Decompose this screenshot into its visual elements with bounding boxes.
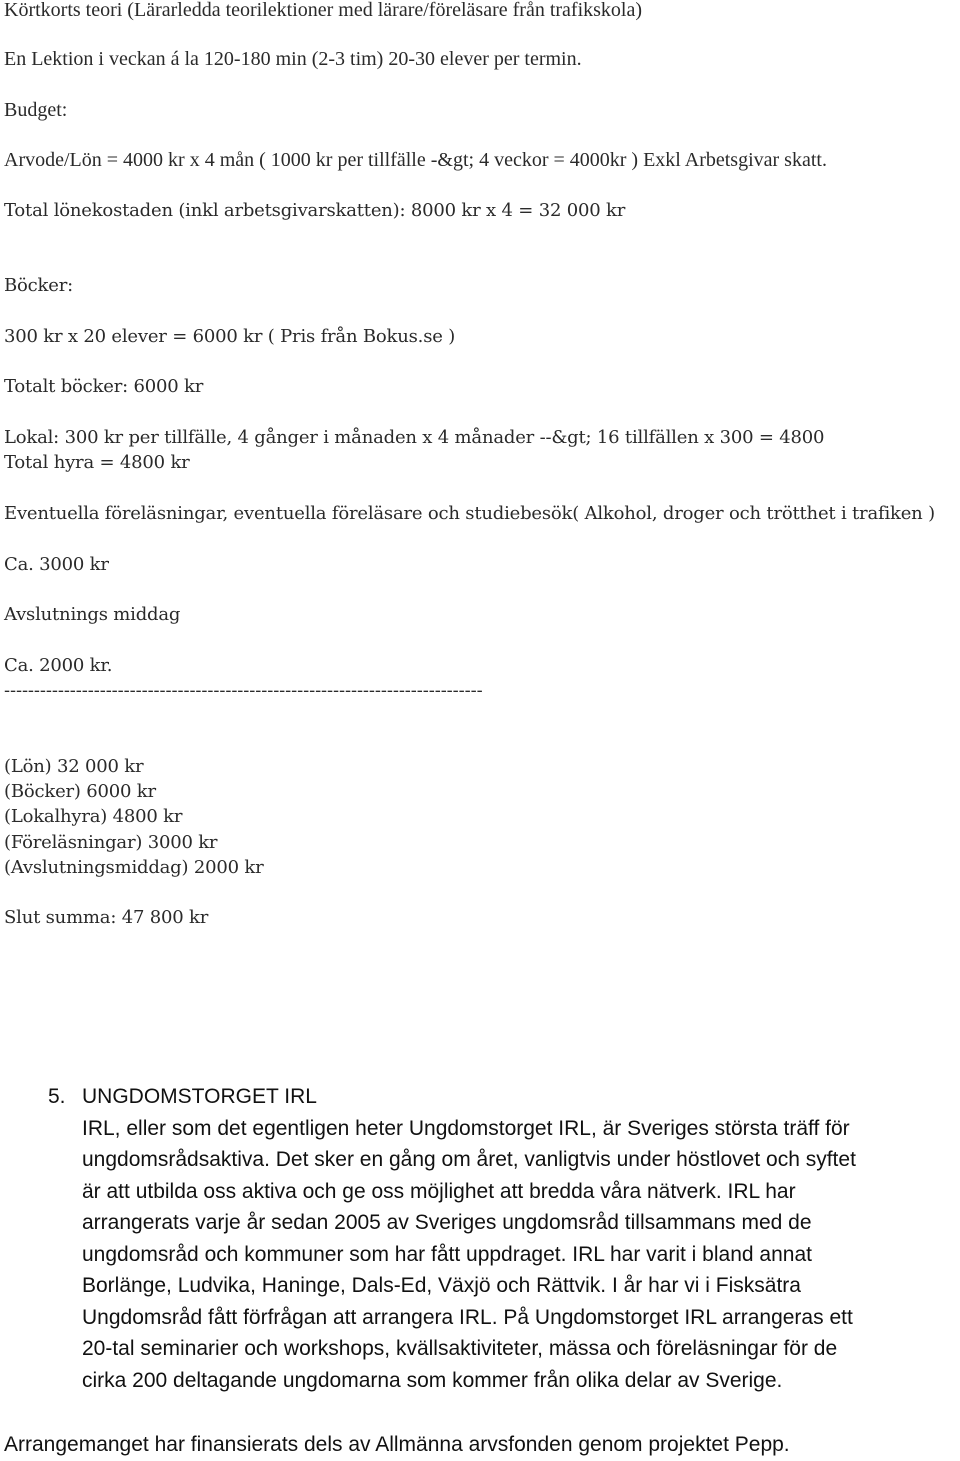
lectures-line: Eventuella föreläsningar, eventuella föreläsare och studiebesök( Alkohol, droger och trötthet i trafiken ) <box>4 503 935 524</box>
venue-calc: Lokal: 300 kr per tillfälle, 4 gånger i månaden x 4 månader --&gt; 16 tillfällen x 300 = 4800 <box>4 427 825 448</box>
section-title: UNGDOMSTORGET IRL <box>82 1085 317 1108</box>
paragraph-line: ungdomsråd och kommuner som har fått uppdraget. IRL har varit i bland annat <box>82 1243 812 1266</box>
paragraph-line: arrangerats varje år sedan 2005 av Sveriges ungdomsråd tillsammans med de <box>82 1211 812 1234</box>
paragraph-line: 20-tal seminarier och workshops, kvällsaktiviteter, mässa och föreläsningar för de <box>82 1337 838 1360</box>
dinner-heading: Avslutnings middag <box>4 604 181 625</box>
paragraph-line: är att utbilda oss aktiva och ge oss möjlighet att bredda våra nätverk. IRL har <box>82 1180 796 1203</box>
salary-line: Arvode/Lön = 4000 kr x 4 mån ( 1000 kr per tillfälle -&gt; 4 veckor = 4000kr ) Exkl Arbetsgivar skatt. <box>4 149 827 171</box>
books-total: Totalt böcker: 6000 kr <box>4 376 204 397</box>
footer-funding: Arrangemanget har finansierats dels av Allmänna arvsfonden genom projektet Pepp. <box>4 1433 790 1456</box>
paragraph-line: Borlänge, Ludvika, Haninge, Dals-Ed, Växjö och Rättvik. I år har vi i Fisksätra <box>82 1274 801 1297</box>
section-number: 5. <box>48 1085 66 1108</box>
paragraph-line: Ungdomsråd fått förfrågan att arrangera IRL. På Ungdomstorget IRL arrangeras ett <box>82 1306 853 1329</box>
grand-total: Slut summa: 47 800 kr <box>4 907 209 928</box>
paragraph-line: IRL, eller som det egentligen heter Ungdomstorget IRL, är Sveriges största träff för <box>82 1117 850 1140</box>
venue-total: Total hyra = 4800 kr <box>4 452 190 473</box>
budget-heading: Budget: <box>4 99 68 121</box>
section-heading <box>48 1085 317 1109</box>
summary-venue: (Lokalhyra) 4800 kr <box>4 806 183 827</box>
summary-dinner: (Avslutningsmiddag) 2000 kr <box>4 857 264 878</box>
dinner-cost: Ca. 2000 kr. <box>4 655 113 676</box>
salary-total: Total lönekostaden (inkl arbetsgivarskatten): 8000 kr x 4 = 32 000 kr <box>4 200 626 221</box>
paragraph-line: cirka 200 deltagande ungdomarna som kommer från olika delar av Sverige. <box>82 1369 783 1392</box>
books-calc: 300 kr x 20 elever = 6000 kr ( Pris från Bokus.se ) <box>4 326 456 347</box>
lectures-cost: Ca. 3000 kr <box>4 554 109 575</box>
divider: -------------------------------------------------------------------------------- <box>4 680 483 701</box>
summary-salary: (Lön) 32 000 kr <box>4 756 144 777</box>
books-heading: Böcker: <box>4 275 73 296</box>
summary-books: (Böcker) 6000 kr <box>4 781 156 802</box>
intro-schedule: En Lektion i veckan á la 120-180 min (2-3 tim) 20-30 elever per termin. <box>4 48 582 70</box>
summary-lectures: (Föreläsningar) 3000 kr <box>4 832 218 853</box>
intro-title: Körtkorts teori (Lärarledda teorilektioner med lärare/föreläsare från trafikskola) <box>4 0 643 21</box>
paragraph-line: ungdomsrådsaktiva. Det sker en gång om året, vanligtvis under höstlovet och syftet <box>82 1148 856 1171</box>
